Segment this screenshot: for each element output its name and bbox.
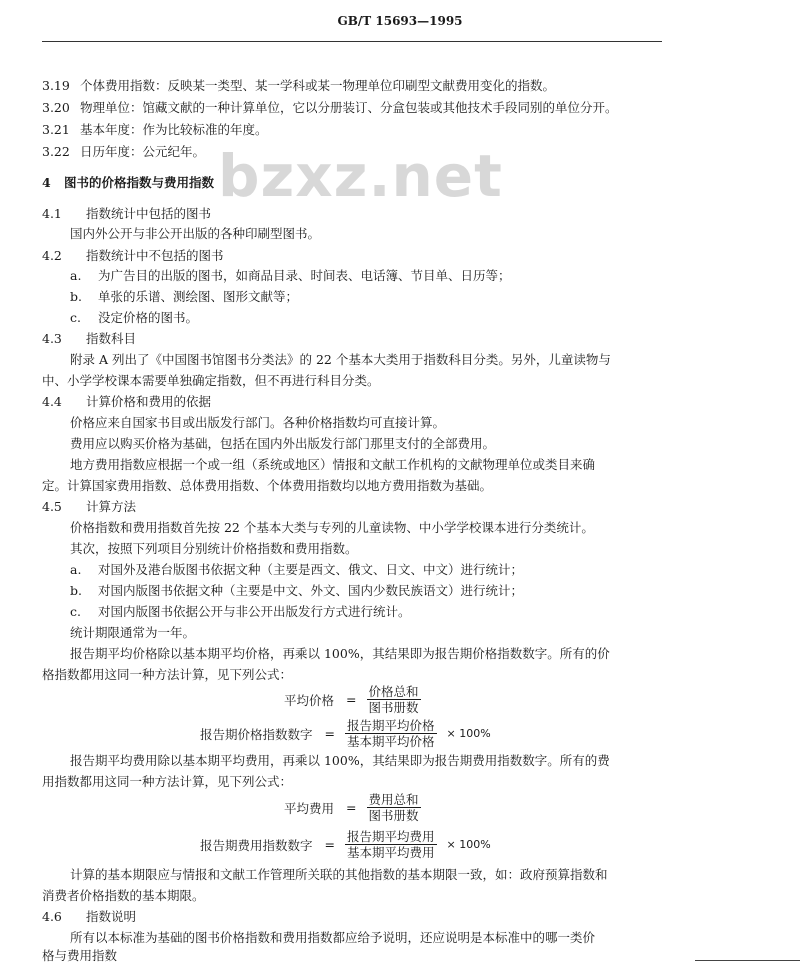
list-marker: a. [70,268,82,283]
equals-sign: = [346,692,357,707]
clause-title: 指数科目 [86,331,137,346]
paragraph-line: 价格应来自国家书目或出版发行部门。各种价格指数均可直接计算。 [70,415,446,430]
numerator: 费用总和 [368,792,419,807]
paragraph-line: 报告期平均费用除以基本期平均费用，再乘以 100%，其结果即为报告期费用指数数字。所有的费 [70,753,610,768]
clause-4-5-heading [42,499,136,515]
list-item [70,268,511,284]
clause-title: 计算方法 [86,499,137,514]
denominator: 基本期平均费用 [347,845,435,860]
watermark: bzxz.net [218,142,503,210]
clause-number: 4.1 [42,206,62,221]
clause-title: 指数统计中包括的图书 [86,206,212,221]
section-number: 4 [42,175,51,190]
list-item [70,583,523,599]
clause-title: 计算价格和费用的依据 [86,394,212,409]
denominator: 基本期平均价格 [347,734,435,749]
list-item [70,310,198,326]
paragraph-line: 其次，按照下列项目分别统计价格指数和费用指数。 [70,541,358,556]
multiplier: × 100% [446,727,491,740]
paragraph-line: 附录 A 列出了《中国图书馆图书分类法》的 22 个基本大类用于指数科目分类。另外，儿童读物与 [70,352,611,367]
fraction [345,829,437,860]
formula-lhs: 报告期价格指数数字 [200,726,313,742]
list-marker: b. [70,289,82,304]
equals-sign: = [324,837,335,852]
equals-sign: = [324,726,335,741]
paragraph-line: 计算的基本期限应与情报和文献工作管理所关联的其他指数的基本期限一致，如：政府预算指数和 [70,867,608,882]
fraction [367,684,421,715]
formula-lhs: 报告期费用指数数字 [200,837,313,853]
list-item [70,562,523,578]
clause-number: 4.2 [42,248,62,263]
clause-4-4-heading [42,394,211,410]
paragraph-line: 所有以本标准为基础的图书价格指数和费用指数都应给予说明，还应说明是本标准中的哪一类价 [70,930,596,945]
clause-number: 4.5 [42,499,62,514]
paragraph-line: 格与费用指数 [42,948,118,963]
definition-3-19 [42,78,555,94]
clause-number: 3.22 [42,144,70,159]
clause-text: 物理单位：馆藏文献的一种计算单位，它以分册装订、分盒包装或其他技术手段同别的单位分开。 [80,100,618,115]
paragraph-line: 格指数都用这同一种方法计算，见下列公式： [42,667,293,682]
clause-number: 3.20 [42,100,70,115]
paragraph-line: 用指数都用这同一种方法计算，见下列公式： [42,774,293,789]
multiplier: × 100% [446,838,491,851]
clause-4-1-heading [42,206,211,222]
clause-text: 基本年度：作为比较标准的年度。 [80,122,268,137]
clause-4-3-heading [42,331,136,347]
list-text: 单张的乐谱、测绘图、图形文献等； [98,289,299,304]
page-header: GB/T 15693—1995 [337,14,463,28]
formula-average-price [284,684,425,715]
clause-number: 4.4 [42,394,62,409]
paragraph-line: 报告期平均价格除以基本期平均价格，再乘以 100%，其结果即为报告期价格指数数字。所有的价 [70,646,610,661]
paragraph-line: 统计期限通常为一年。 [70,625,196,640]
section-4-heading [42,175,214,191]
list-marker: b. [70,583,82,598]
clause-title: 指数说明 [86,909,137,924]
equals-sign: = [346,800,357,815]
header-rule [42,41,662,42]
list-text: 对国内版图书依据公开与非公开出版发行方式进行统计。 [98,604,411,619]
paragraph-line: 中、小学学校课本需要单独确定指数，但不再进行科目分类。 [42,373,380,388]
definition-3-21 [42,122,268,138]
formula-lhs: 平均价格 [284,692,335,708]
definition-3-20 [42,100,618,116]
formula-average-cost [284,792,425,823]
clause-number: 4.3 [42,331,62,346]
clause-text: 日历年度：公元纪年。 [80,144,206,159]
formula-lhs: 平均费用 [284,800,335,816]
paragraph-line: 消费者价格指数的基本期限。 [42,888,205,903]
clause-text: 个体费用指数：反映某一类型、某一学科或某一物理单位印刷型文献费用变化的指数。 [80,78,556,93]
page-edge-line [695,960,800,961]
paragraph-line: 定。计算国家费用指数、总体费用指数、个体费用指数均以地方费用指数为基础。 [42,478,493,493]
clause-title: 指数统计中不包括的图书 [86,248,224,263]
denominator: 图书册数 [368,808,419,823]
list-marker: c. [70,310,81,325]
list-text: 对国内版图书依据文种（主要是中文、外文、国内少数民族语文）进行统计； [98,583,524,598]
denominator: 图书册数 [368,700,419,715]
formula-cost-index [200,829,491,860]
clause-number: 3.19 [42,78,70,93]
section-title: 图书的价格指数与费用指数 [64,175,215,190]
fraction [367,792,421,823]
clause-4-1-body: 国内外公开与非公开出版的各种印刷型图书。 [70,226,321,241]
definition-3-22 [42,144,205,160]
list-text: 没定价格的图书。 [98,310,199,325]
list-text: 为广告目的出版的图书，如商品目录、时间表、电话簿、节目单、日历等； [98,268,511,283]
paragraph-line: 价格指数和费用指数首先按 22 个基本大类与专列的儿童读物、中小学学校课本进行分类统计。 [70,520,594,535]
numerator: 报告期平均费用 [347,829,435,844]
list-text: 对国外及港台版图书依据文种（主要是西文、俄文、日文、中文）进行统计； [98,562,524,577]
paragraph-line: 地方费用指数应根据一个或一组（系统或地区）情报和文献工作机构的文献物理单位或类目来确 [70,457,596,472]
clause-4-6-heading [42,909,136,925]
clause-number: 4.6 [42,909,62,924]
numerator: 价格总和 [368,684,419,699]
clause-4-2-heading [42,248,224,264]
list-item [70,604,411,620]
fraction [345,718,437,749]
numerator: 报告期平均价格 [347,718,435,733]
list-marker: a. [70,562,82,577]
list-item [70,289,298,305]
formula-price-index [200,718,491,749]
clause-number: 3.21 [42,122,70,137]
paragraph-line: 费用应以购买价格为基础，包括在国内外出版发行部门那里支付的全部费用。 [70,436,496,451]
list-marker: c. [70,604,81,619]
